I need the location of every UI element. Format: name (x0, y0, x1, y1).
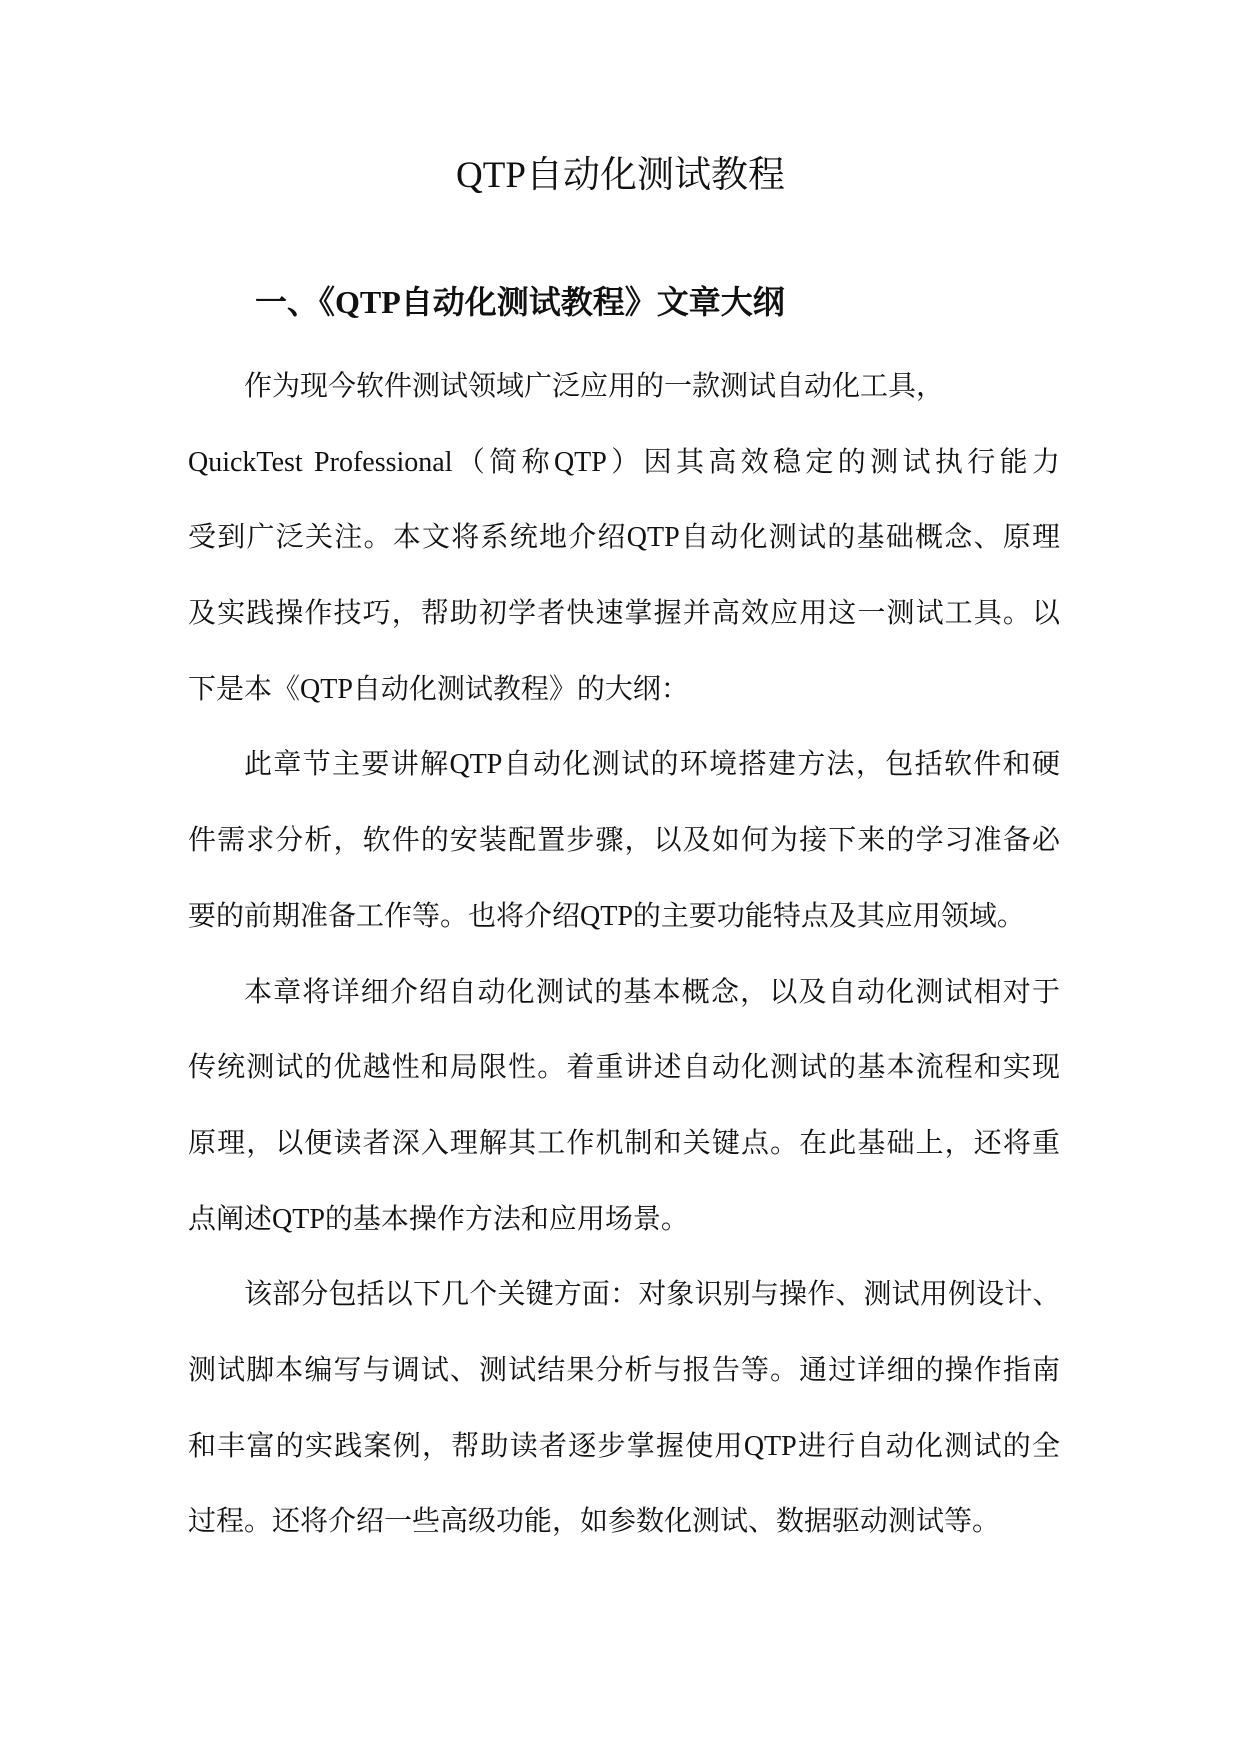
paragraph-line: 过程。还将介绍一些高级功能，如参数化测试、数据驱动测试等。 (188, 1506, 1001, 1538)
paragraph-line: 点阐述QTP的基本操作方法和应用场景。 (188, 1203, 689, 1235)
document-title: QTP自动化测试教程 (456, 155, 785, 196)
paragraph-line: 测试脚本编写与调试、测试结果分析与报告等。通过详细的操作指南 (188, 1354, 1060, 1386)
paragraph-line: 此章节主要讲解QTP自动化测试的环境搭建方法，包括软件和硬 (244, 749, 1060, 781)
paragraph-line: 受到广泛关注。本文将系统地介绍QTP自动化测试的基础概念、原理 (188, 522, 1060, 554)
paragraph-line: 本章将详细介绍自动化测试的基本概念，以及自动化测试相对于 (244, 976, 1060, 1008)
document-body (188, 349, 1060, 1560)
paragraph-line: 和丰富的实践案例，帮助读者逐步掌握使用QTP进行自动化测试的全 (188, 1430, 1060, 1462)
paragraph-intro (188, 349, 1060, 727)
paragraph-concepts (188, 955, 1060, 1258)
paragraph-line: 及实践操作技巧，帮助初学者快速掌握并高效应用这一测试工具。以 (188, 598, 1060, 630)
section-heading: 一、《QTP自动化测试教程》文章大纲 (255, 284, 785, 320)
paragraph-line: 传统测试的优越性和局限性。着重讲述自动化测试的基本流程和实现 (188, 1052, 1060, 1084)
paragraph-line: 该部分包括以下几个关键方面：对象识别与操作、测试用例设计、 (244, 1279, 1060, 1311)
paragraph-line: QuickTest Professional（简称QTP）因其高效稳定的测试执行能力 (188, 446, 1060, 478)
paragraph-line: 下是本《QTP自动化测试教程》的大纲： (188, 673, 689, 705)
paragraph-line: 要的前期准备工作等。也将介绍QTP的主要功能特点及其应用领域。 (188, 900, 1025, 932)
paragraph-line: 件需求分析，软件的安装配置步骤，以及如何为接下来的学习准备必 (188, 825, 1060, 857)
paragraph-environment (188, 727, 1060, 954)
paragraph-line: 原理，以便读者深入理解其工作机制和关键点。在此基础上，还将重 (188, 1127, 1060, 1159)
paragraph-practice (188, 1257, 1060, 1560)
paragraph-line: 作为现今软件测试领域广泛应用的一款测试自动化工具， (244, 371, 945, 402)
